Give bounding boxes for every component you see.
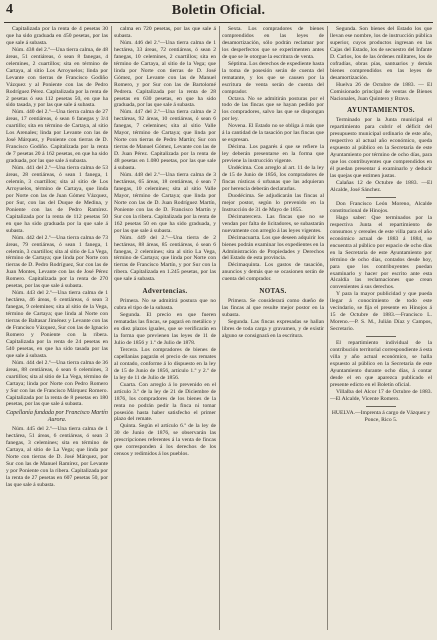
paragraph: Y para la mayor publicidad y que pueda llegar á conocimiento de todo este vecindario, se fija el presente en Hinojos á 15 de Octubre de 1883.—Francisco L. Moreno.—P. S. M., Julián Díaz y Campos, Secretario. bbox=[330, 291, 432, 333]
divider bbox=[366, 336, 396, 337]
divider bbox=[366, 197, 396, 198]
section-subtitle: Capellanía fundada por Francisco Martín Aurora. bbox=[6, 410, 108, 424]
paragraph: Tercera. Los compradores de bienes de capellanías pagarán el precio de sus remates al contado, conforme á lo dispuesto en la ley de 15 de Junio de 1856, artículo 1.º y 2.º de la ley de 11 de Julio de 1856. bbox=[114, 346, 216, 381]
printer-imprint: HUELVA.—Imprenta á cargo de Vázquez y Ponce, Rico 5. bbox=[331, 409, 431, 423]
paragraph: Villalba del Alcor 17 de Octubre de 1883.—El Alcalde, Vicente Romero. bbox=[330, 388, 432, 402]
paragraph: El repartimiento individual de la contribución territorial correspondiente á esta villa y año actual económico, se halla expuesto al público en la Secretaría de este Ayuntamiento durante ocho días, á contar desde el en que aparezca publicado el presente edicto en el Boletín oficial. bbox=[330, 340, 432, 388]
paragraph: Sexta. Los compradores de bienes comprendidos en las leyes de desamortización, sólo podrán reclamar por los desperfectos que se experimenten antes de que se le otorgue la escritura de venta. bbox=[222, 26, 324, 60]
paragraph: Décimatercera. Las fincas que no se vendan por falta de licitadores, se subastarán nuevamente con arreglo á las leyes vigentes. bbox=[222, 213, 324, 234]
paragraph: Primera. No se admitirá postura que no cubra el tipo de la subasta. bbox=[114, 298, 216, 312]
paragraph: Capitalizada por la renta de 4 pesetas 30 que ha sido graduada en 450 pesetas, por las que sale á subasta. bbox=[6, 26, 108, 46]
paragraph: Huelva 26 de Octubre de 1883. — El Comisionado principal de ventas de Bienes Nacionales, Juan Quintero y Bravo. bbox=[330, 81, 432, 102]
paragraph: Núm. 449 del 2.º—Una tierra de 2 hectáreas, 88 áreas, 85 centiáreas, ó sean 6 fanegas, 2 celemines; sita al sitio La Vega, término de Cartaya; que linda por Norte con tierras de Francisco Martín, y por Sur con la ribera. Capitalizada en 1.245 pesetas, por las que sale á subasta. bbox=[114, 234, 216, 283]
paragraph: Primera. Se considerará como dueño de las fincas al que resulte mejor postor en la subasta. bbox=[222, 298, 324, 319]
paragraph: Don Francisco León Moreno, Alcalde constitucional de Hinojos. bbox=[330, 200, 432, 214]
paragraph: Décimaquinta. Los gastos de tasación, anuncios y demás que se ocasionen serán de cuenta del comprador. bbox=[222, 262, 324, 283]
paragraph: calma en 720 pesetas, por las que sale á subasta. bbox=[114, 26, 216, 39]
paragraph: Hago saber: Que terminados por la respectiva Junta el repartimiento de consumos y cereales de este villa para el año económico actual de 1883 á 1884, se encuentra al público por espacio de ocho días en la Secretaría de este Ayuntamiento por término de ocho días, contados desde hoy, para que los contribuyentes puedan examinarlo y hacer por escrito ante esta Alcaldía las reclamaciones que crean convenientes á sus derechos. bbox=[330, 214, 432, 291]
paragraph: Núm. 448 del 2.º—Una tierra calma de 3 hectáreas, 65 áreas, 18 centiáreas, ó sean 7 fanegas, 10 celemines; sita al sitio Valle Mayor, término de Cartaya; que linda por Norte con las de D. Juan Rodríguez Martín, Poniente con las de D. Francisco Martín y Sur con la ribera. Capitalizada por la renta de 162 pesetas 50 en que ha sido graduada, y por las que sale á subasta. bbox=[114, 172, 216, 234]
paragraph: Calañas 12 de Octubre de 1883. —El Alcalde, José Sánchez. bbox=[330, 180, 432, 194]
paragraph: Núm. 441 del 2.º—Una tierra calma de 53 áreas, 28 centiáreas, ó sean 1 fanega, 1 celemín, 3 cuartillos; sita al sitio de Los Arroyuelos, término de Cartaya, que linda por Norte con las de Juan Gómez Vázquez, por Sur, con las del Duque de Medina, y Poniente con las de Pedro Ramírez. Capitalizada por la renta de 112 pesetas 50 en que ha sido graduada por la que sale á subasta. bbox=[6, 165, 108, 234]
paragraph: Núm. 442 del 2.º—Una tierra calma de 73 áreas, 79 centiáreas, ó sean 1 fanega, 1 celemín, 3 cuartillos; sita al sitio de La Vega, término de Cartaya; que linda por Norte con tierras de D. Pedro Rodríguez, Sur con las de Juan Montes, Levante con las de José Pérez Romero. Capitalizada por la renta de 270 pesetas, por las que sale á subasta. bbox=[6, 234, 108, 290]
paragraph: Segunda. Las fincas expresadas se hallan libres de toda carga y gravamen, y de existir alguno se consignará en la escritura. bbox=[222, 319, 324, 340]
column-1 bbox=[6, 26, 108, 632]
column-2 bbox=[114, 26, 216, 632]
page-header bbox=[0, 0, 437, 22]
newspaper-title: Boletin Oficial. bbox=[171, 3, 266, 18]
paragraph: Duodécima. Se adjudicarán las fincas al mejor postor, según lo prevenido en la Instrucción de 31 de Mayo de 1855. bbox=[222, 192, 324, 213]
page-number: 4 bbox=[6, 2, 13, 17]
column-4 bbox=[330, 26, 432, 632]
column-divider bbox=[219, 26, 220, 630]
section-heading: AYUNTAMIENTOS. bbox=[347, 106, 415, 115]
paragraph: Núm. 446 del 2.º—Una tierra calma de 1 hectárea, 33 áreas, 72 centiáreas, ó sean 2 fanegas, 10 celemines, 2 cuartillos; sita en término de Cartaya, al sitio de la Vega; que linda por Norte con tierras de D. José Gómez, por Levante con las de Manuel Romero, y por Sur con las de Bartolomé Pedrera. Capitalizada por la renta de 28 pesetas en 630 pesetas, en que ha sido graduada, por las que sale á subasta. bbox=[114, 39, 216, 109]
divider bbox=[366, 406, 396, 407]
paragraph: Núm. 447 del 2.º—Una tierra calma de 2 hectáreas, 92 áreas, 10 centiáreas, ó sean 6 fanegas, 7 celemines; sita al sitio Valle Mayor, término de Cartaya; que linda por Norte con tierras de Pedro Martín; Sur con tierras de Manuel Gómez, Levante con las de D. Juan Pérez. Capitalizada por la renta de 48 pesetas en 1.080 pesetas, por las que sale á subasta. bbox=[114, 109, 216, 172]
column-divider bbox=[327, 26, 328, 630]
paragraph: Décimacuarta. Los que deseen adquirir los bienes podrán examinar los expedientes en la Administración de Propiedades y Derechos del Estado de esta provincia. bbox=[222, 234, 324, 262]
paragraph: Núm. 443 del 2.º—Una tierra calma de 1 hectárea, 46 áreas, 6 centiáreas, ó sean 3 fanegas, 9 celemines; sita al sitio de la Vega, término de Cartaya; que linda al Norte con tierras de Baltasar Jiménez y Levante con las de Francisco Vázquez, Sur con las de Ignacio Romero y Poniente con la ribera. Capitalizada por la renta de 24 pesetas en 540 pesetas, en que ha sido tasada por las que sale á subasta. bbox=[6, 290, 108, 359]
paragraph: Núm. 440 del 2.º—Una tierra calma de 27 áreas, 17 centiáreas, ó sean 6 fanegas y 3/4 cuartillo; sita en término de Cartaya, al sitio Los Arenales; linda por Levante con las de José Márquez, y Poniente con tierras de D. Francisco Godiño. Capitalizada por la renta de 7 pesetas 20 á 162 pesetas, en que ha sido graduada, por las que sale á subasta. bbox=[6, 109, 108, 165]
paragraph: Cuarta. Con arreglo á lo prevenido en el artículo 3.º de la ley de 21 de Diciembre de 1876, los compradores de los bienes de la renta no podrán pedir la finca ni tomar posesión hasta haber satisfecho el primer plazo del remate. bbox=[114, 381, 216, 423]
paragraph: Segunda. El precio en que fueren rematadas las fincas, se pagará en metálico y en diez plazos iguales, que se verificarán en la forma que previenen las leyes de 11 de Julio de 1856 y 1.º de Julio de 1878. bbox=[114, 312, 216, 346]
column-3 bbox=[222, 26, 324, 632]
paragraph: Décima. Los pagarés á que se refiere la ley deberán presentarse en la forma que previene la instrucción vigente. bbox=[222, 144, 324, 165]
paragraph: Undécima. Con arreglo al art. 11 de la ley de 15 de Junio de 1856, los compradores de fincas rústicas ó urbanas que las adquieran por herencia deberán declararlas. bbox=[222, 165, 324, 192]
paragraph: Novena. El Estado no se obliga á más que á la cantidad de la tasación por las fincas que se expresan. bbox=[222, 123, 324, 144]
paragraph: Octava. No se admitirán posturas por el todo de las fincas que se hayan pedido por los compradores, salvo las que se dispongan por ley. bbox=[222, 95, 324, 123]
column-divider bbox=[111, 26, 112, 630]
paragraph: Terminado por la Junta municipal el repartimiento para cubrir el déficit del presupuesto municipal ordinario de este año, respectivo al actual año económico, queda expuesto al público en la Secretaría de este Ayuntamiento por término de ocho días, para que los contribuyentes que comprendidos en él puedan presentar á examinarlo y deducir las quejas que estimen justas. bbox=[330, 117, 432, 180]
section-heading: Advertencias. bbox=[142, 287, 188, 296]
paragraph: Núm. 438 del 2.º—Una tierra calma, de 48 áreas, 51 centiáreas, ó sean 8 fanegas, 4 celemines, 2 cuartillos; sita en término de Cartaya, al sitio Los Arroyuelos; linda por Levante con tierras de Francisco Godiño Vázquez y al Poniente con las de Pedro Rodríguez Pérez. Capitalizada por la renta de 2 pesetas ó sea 112 pesetas 50, en que ha sido tasada, y por las que sale á subasta. bbox=[6, 46, 108, 109]
paragraph: Segunda. Son bienes del Estado los que llevan ese nombre, los de instrucción pública superior, cuyos productos ingresan en las Cajas del Estado, los de secuestro del Infante D. Carlos, los de las órdenes militares, los de cofradías, obras pías, santuarios y demás bienes comprendidos en las leyes de desamortización. bbox=[330, 26, 432, 81]
paragraph: Séptima. Los derechos de expediente hasta la toma de posesión serán de cuenta del rematante, y los que se causen por la escritura de venta serán de cuenta del comprador. bbox=[222, 60, 324, 95]
section-heading: NOTAS. bbox=[259, 287, 287, 296]
header-rule bbox=[4, 22, 433, 23]
paragraph: Quinta. Según el artículo 6.º de la ley de 30 de Junio de 1876, se observarán las prescripciones referentes á la venta de fincas que corresponden á los derechos de los censos y redimidos á los pueblos. bbox=[114, 423, 216, 458]
paragraph: Núm. 444 del 2.º—Una tierra calma de 36 áreas, 88 centiáreas, ó sean 6 celemines, 3 cuartillos; sita al sitio de La Vega, término de Cartaya; linda por Norte con Pedro Romero y Sur con las de Francisco Márquez Romero. Capitalizada por la renta de 8 pesetas en 180 pesetas, por las que sale á subasta. bbox=[6, 359, 108, 408]
paragraph: Núm. 445 del 2.º—Una tierra calma de 1 hectárea, 51 áreas, 6 centiáreas, ó sean 3 fanegas, 3 celemines; sita en término de Cartaya, al sitio de La Vega; que linda por Norte con tierras de D. José Márquez, por Sur con las de Manuel Ramírez, por Levante y por Poniente con la ribera. Capitalizada por la renta de 27 pesetas en 607 pesetas 50, por las que sale á subasta. bbox=[6, 426, 108, 489]
